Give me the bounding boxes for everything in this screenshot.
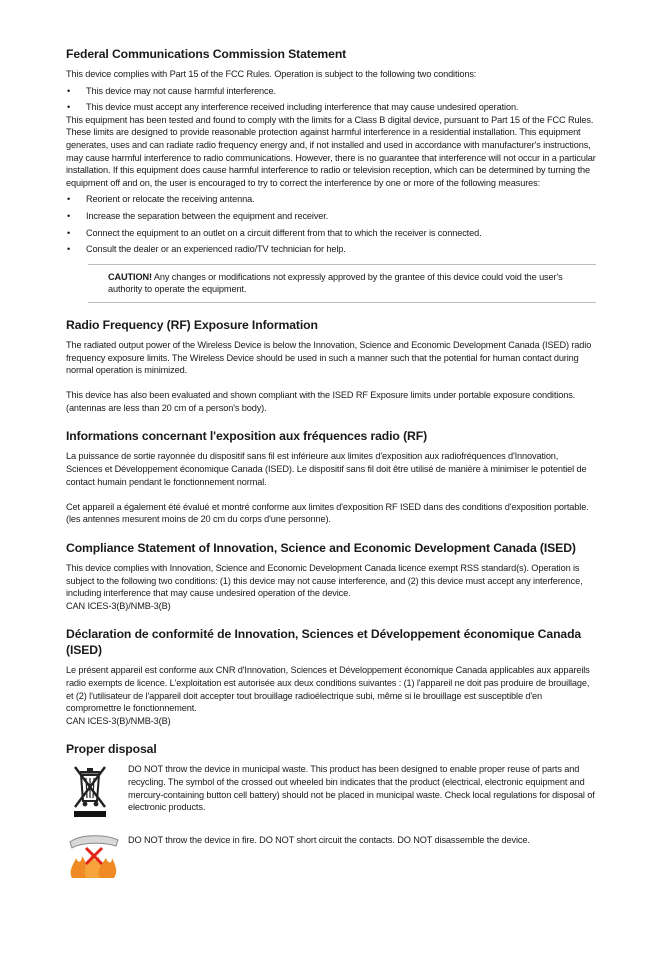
ised-fr-paragraph: Le présent appareil est conforme aux CNR d'Innovation, Sciences et Développement économique Canada applicables aux appareils radio exempts de licence. L'exploitation est autorisée aux deux conditions suivantes : (1) l'appareil ne doit pas produire de brouillage, et (2) l'utilisateur de l'appareil doit accepter tout brouillage radioélectrique subi, même si le brouillage est susceptible d'en compromettre le fonctionnement.	[66, 665, 590, 714]
fcc-measure-item: • Consult the dealer or an experienced radio/TV technician for help.	[67, 244, 346, 255]
ised-fr-section	[66, 626, 596, 727]
ised-fr-title: Déclaration de conformité de Innovation, Sciences et Développement économique Canada (ISED)	[66, 627, 582, 658]
fcc-body: This equipment has been tested and found to comply with the limits for a Class B digital device, pursuant to Part 15 of the FCC Rules. These limits are designed to provide reasonable protection against harmful interference in a residential installation. This equipment generates, uses and can radiate radio frequency energy and, if not installed and used in accordance with manufacturer's instructions, may cause harmful interference to radio communications. However, there is no guarantee that interference will not occur in a particular installation. If this equipment does cause harmful interference to radio or television reception, which can be determined by turning the equipment off and on, the user is encouraged to try to correct the interference by one or more of the following measures:	[66, 114, 596, 188]
rf-exposure-en-section	[66, 317, 596, 415]
rf-exposure-fr-paragraph: La puissance de sortie rayonnée du dispositif sans fil est inférieure aux limites d'exposition aux radiofréquences d'Innovation, Sciences et Développement économique Canada (ISED). Le dispositif sans fil doit être utilisé de manière à minimiser le potentiel de contact humain pendant le fonctionnement normal.	[66, 451, 587, 487]
ised-en-section	[66, 540, 596, 612]
rf-exposure-en-paragraph: This device has also been evaluated and shown compliant with the ISED RF Exposure limits under portable exposure conditions. (antennas are less than 20 cm of a person's body).	[66, 390, 576, 413]
ised-fr-code: CAN ICES-3(B)/NMB-3(B)	[66, 715, 171, 726]
ised-en-title: Compliance Statement of Innovation, Science and Economic Development Canada (ISED)	[66, 541, 576, 556]
rf-exposure-fr-section	[66, 428, 596, 526]
disposal-text-fire: DO NOT throw the device in fire. DO NOT short circuit the contacts. DO NOT disassemble the device.	[128, 834, 530, 845]
disposal-item	[66, 763, 596, 813]
ised-en-paragraph: This device complies with Innovation, Science and Economic Development Canada licence exempt RSS standard(s). Operation is subject to the following two conditions: (1) this device may not cause interference, and (2) this device must accept any interference, including interference that may cause undesired operation of the device.	[66, 563, 583, 599]
rf-exposure-fr-title: Informations concernant l'exposition aux fréquences radio (RF)	[66, 429, 428, 444]
disposal-title: Proper disposal	[66, 742, 157, 757]
caution-label: CAUTION!	[108, 271, 152, 282]
ised-en-code: CAN ICES-3(B)/NMB-3(B)	[66, 600, 171, 611]
caution-text: Any changes or modifications not expressly approved by the grantee of this device could void the user's authority to operate the equipment.	[108, 271, 563, 295]
document-content	[66, 46, 596, 846]
no-fire-icon	[66, 834, 122, 885]
fcc-condition-item: • This device may not cause harmful interference.	[67, 85, 276, 96]
disposal-text-bin: DO NOT throw the device in municipal waste. This product has been designed to enable proper reuse of parts and recycling. The symbol of the crossed out wheeled bin indicates that the product (electrical, electronic equipment and mercury-containing button cell battery) should not be placed in municipal waste. Check local regulations for disposal of electronic products.	[128, 764, 595, 813]
caution-box	[88, 264, 596, 303]
rf-exposure-fr-paragraph: Cet appareil a également été évalué et montré conforme aux limites d'exposition RF ISED dans des conditions d'exposition portable. (les antennes mesurent moins de 20 cm du corps d'une personne).	[66, 501, 589, 525]
disposal-item	[66, 834, 596, 847]
fcc-measure-item: • Increase the separation between the equipment and receiver.	[67, 210, 329, 221]
fcc-intro: This device complies with Part 15 of the FCC Rules. Operation is subject to the following two conditions:	[66, 69, 477, 79]
fcc-section	[66, 46, 596, 303]
fcc-title: Federal Communications Commission Statement	[66, 47, 347, 61]
rf-exposure-en-title: Radio Frequency (RF) Exposure Information	[66, 317, 318, 332]
fcc-condition-item: • This device must accept any interference received including interference that may cause undesired operation.	[67, 102, 519, 113]
fcc-measure-item: • Connect the equipment to an outlet on a circuit different from that to which the receiver is connected.	[67, 227, 482, 238]
fcc-measure-item: • Reorient or relocate the receiving antenna.	[67, 194, 255, 205]
crossed-out-wheeled-bin-icon	[66, 763, 114, 824]
disposal-section	[66, 741, 596, 846]
rf-exposure-en-paragraph: The radiated output power of the Wireless Device is below the Innovation, Science and Economic Development Canada (ISED) radio frequency exposure limits. The Wireless Device should be used in such a manner such that the potential for human contact during normal operation is minimized.	[66, 339, 592, 376]
